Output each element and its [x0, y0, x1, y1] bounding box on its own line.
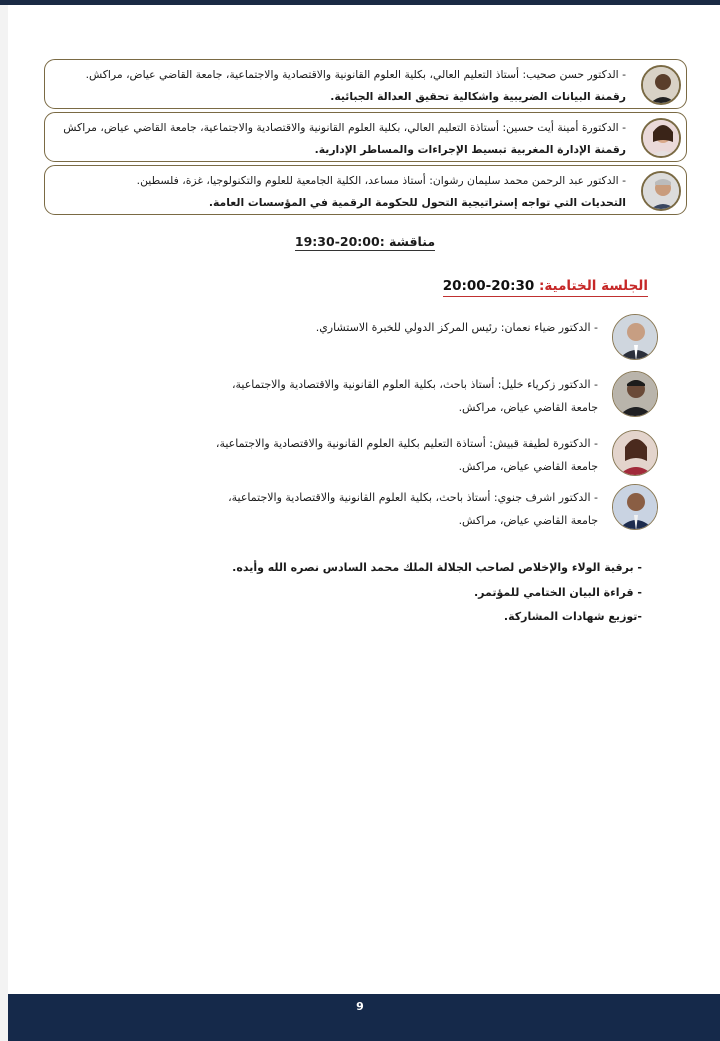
speaker-box — [44, 165, 687, 215]
speaker-name: - الدكتور حسن صحيب: أستاذ التعليم العالي، بكلية العلوم القانونية والاقتصادية والاجتماعية، جامعة القاضي عياض، مراكش. — [85, 68, 626, 81]
speaker-line: جامعة القاضي عياض، مراكش. — [458, 514, 598, 527]
speaker-box — [44, 59, 687, 109]
speaker-photo — [612, 314, 658, 360]
closing-item: - قراءة البيان الختامي للمؤتمر. — [473, 585, 642, 599]
speaker-box — [44, 112, 687, 162]
speaker-line: - الدكتور اشرف جنوي: أستاذ باحث، بكلية العلوم القانونية والاقتصادية والاجتماعية، — [228, 491, 598, 504]
speaker-line: - الدكتور زكرياء خليل: أستاذ باحث، بكلية العلوم القانونية والاقتصادية والاجتماعية، — [231, 378, 598, 391]
speaker-photo — [612, 484, 658, 530]
closing-items-list — [232, 556, 642, 630]
closing-speaker — [120, 314, 658, 364]
discussion-time: مناقشة :20:00-19:30 — [294, 234, 436, 249]
speaker-photo — [641, 65, 681, 105]
speaker-photo — [641, 171, 681, 211]
closing-item: -توزيع شهادات المشاركة. — [503, 610, 642, 623]
speaker-photo — [612, 430, 658, 476]
speaker-name: - الدكتورة أمينة أيت حسين: أستاذة التعليم العالي، بكلية العلوم القانونية والاقتصادية والاجتماعية، جامعة القاضي عياض، مراكش — [63, 121, 626, 134]
speaker-photo — [612, 371, 658, 417]
speaker-photo — [641, 118, 681, 158]
speaker-topic: رقمنة البيانات الضريبية واشكالية تحقيق العدالة الجبائية. — [330, 90, 626, 103]
closing-speaker — [120, 430, 658, 480]
closing-speaker — [120, 484, 658, 534]
closing-session-time: 20:30-20:00 — [442, 278, 535, 294]
closing-session-title — [443, 278, 648, 297]
speaker-line: جامعة القاضي عياض، مراكش. — [458, 460, 598, 473]
closing-speaker — [120, 371, 658, 421]
speaker-name: - الدكتور عبد الرحمن محمد سليمان رشوان: أستاذ مساعد، الكلية الجامعية للعلوم والتكنولوجيا، غزة، فلسطين. — [136, 174, 626, 187]
speaker-topic: رقمنة الإدارة المغربية تبسيط الإجراءات والمساطر الإدارية. — [314, 143, 626, 156]
speaker-line: جامعة القاضي عياض، مراكش. — [458, 401, 598, 414]
speaker-topic: التحديات التي تواجه إستراتيجية التحول للحكومة الرقمية في المؤسسات العامة. — [208, 196, 626, 209]
speaker-line: - الدكتور ضياء نعمان: رئيس المركز الدولي للخبرة الاستشاري. — [315, 321, 598, 334]
closing-session-label: الجلسة الختامية: — [538, 278, 648, 294]
closing-item: - برقية الولاء والإخلاص لصاحب الجلالة الملك محمد السادس نصره الله وأيده. — [232, 561, 642, 574]
speaker-line: - الدكتورة لطيفة قبيش: أستاذة التعليم بكلية العلوم القانونية والاقتصادية والاجتماعية، — [215, 437, 598, 450]
page-number: 9 — [356, 1000, 364, 1013]
